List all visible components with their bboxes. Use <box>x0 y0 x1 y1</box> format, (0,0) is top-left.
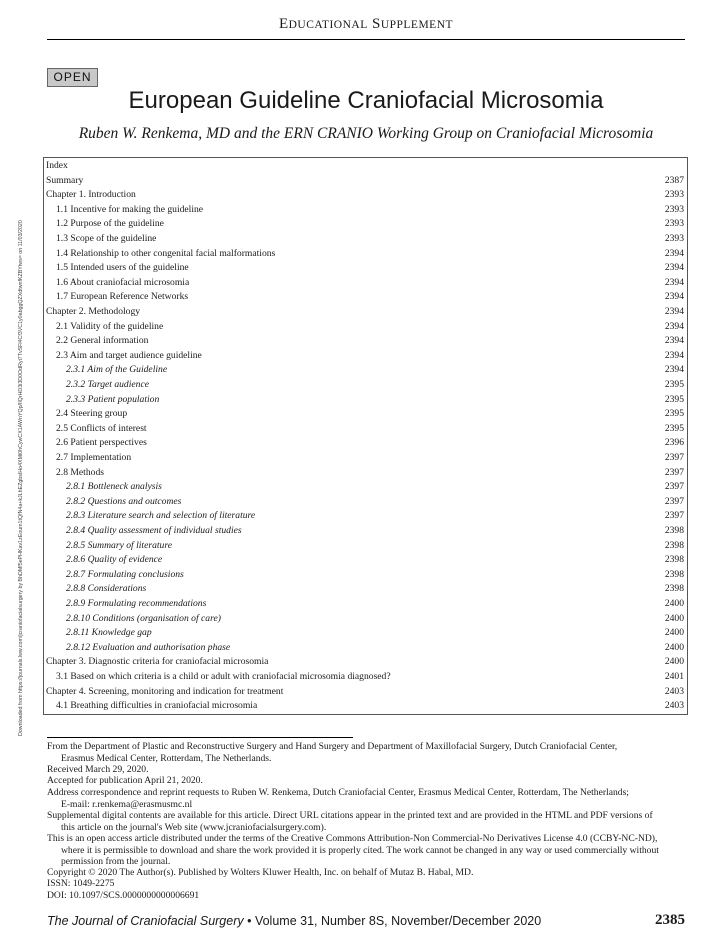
toc-entry-title: 2.4 Steering group <box>56 408 128 420</box>
toc-entry-page: 2394 <box>664 247 684 259</box>
toc-entry[interactable] <box>44 495 687 509</box>
toc-entry[interactable] <box>44 509 687 523</box>
toc-entry-page: 2393 <box>664 233 684 244</box>
toc-entry[interactable] <box>44 685 687 699</box>
toc-entry[interactable] <box>44 524 687 538</box>
toc-entry[interactable] <box>44 670 687 684</box>
toc-entry-title: 1.7 European Reference Networks <box>56 291 189 303</box>
table-of-contents <box>43 157 688 715</box>
toc-entry[interactable] <box>44 188 687 202</box>
toc-entry[interactable] <box>44 159 687 173</box>
toc-entry[interactable] <box>44 407 687 421</box>
article-title: European Guideline Craniofacial Microsomia <box>128 87 604 114</box>
toc-entry-page: 2398 <box>664 539 684 551</box>
toc-entry[interactable] <box>44 203 687 217</box>
toc-entry-page: 2394 <box>664 262 684 274</box>
journal-name: The Journal of Craniofacial Surgery <box>47 914 244 928</box>
toc-entry[interactable] <box>44 641 687 655</box>
toc-entry[interactable] <box>44 217 687 231</box>
toc-entry-title: 2.8.12 Evaluation and authorisation phase <box>66 641 231 653</box>
toc-entry-page: 2395 <box>664 393 684 405</box>
toc-entry-title: 2.8.4 Quality assessment of individual studies <box>66 525 242 536</box>
toc-entry-page: 2397 <box>664 452 684 463</box>
toc-entry-title: 2.8.1 Bottleneck analysis <box>66 481 162 493</box>
toc-entry-title: 2.8.9 Formulating recommendations <box>66 598 207 609</box>
toc-entry-page: 2394 <box>664 349 684 361</box>
footnote-affiliation-line2: Erasmus Medical Center, Rotterdam, The Netherlands. <box>61 752 272 764</box>
toc-entry[interactable] <box>44 451 687 465</box>
toc-entry[interactable] <box>44 174 687 188</box>
toc-entry[interactable] <box>44 320 687 334</box>
toc-entry[interactable] <box>44 232 687 246</box>
footnote-license-line2: where it is permissible to download and share the work provided it is properly cited. The work cannot be changed in any way or used commercially without <box>61 844 659 856</box>
footnote-address-line1: Address correspondence and reprint requests to Ruben W. Renkema, Dutch Craniofacial Center, Erasmus Medical Center, Rotterdam, The Netherlands; <box>47 787 629 798</box>
toc-entry-title: 2.8.8 Considerations <box>66 583 147 595</box>
toc-entry-title: 2.8.11 Knowledge gap <box>66 627 152 639</box>
toc-entry-title: Chapter 2. Methodology <box>46 306 141 317</box>
toc-entry-title: Summary <box>46 174 84 186</box>
toc-entry-title: 2.1 Validity of the guideline <box>56 320 164 332</box>
download-watermark <box>18 220 30 736</box>
footnote-license-line1: This is an open access article distributed under the terms of the Creative Commons Attribution-Non Commercial-No Derivatives License 4.0 (CCBY-NC-ND), <box>47 833 658 844</box>
toc-entry-title: 1.1 Incentive for making the guideline <box>56 203 204 215</box>
toc-entry[interactable] <box>44 553 687 567</box>
toc-entry-title: 2.6 Patient perspectives <box>56 437 147 449</box>
toc-entry[interactable] <box>44 305 687 319</box>
toc-entry-page: 2394 <box>664 320 684 332</box>
footnote-license <box>47 833 685 868</box>
toc-entry[interactable] <box>44 349 687 363</box>
download-watermark-text: Downloaded from https://journals.lww.com/jcraniofacialsurgery by BhDMf5ePHKav1zEoum1tQfN4a+kJLhEZgbsIHo4XMi0hCywCX1AWnYQp/IlQrHD3i3D0OdRyi7TvSFl4Cf3VC1y0abggQZXdtwnfKZBYtws= on 11/03/2020 <box>18 220 24 736</box>
journal-issue: • Volume 31, Number 8S, November/December 2020 <box>243 914 542 928</box>
toc-entry[interactable] <box>44 422 687 436</box>
article-authors: Ruben W. Renkema, MD and the ERN CRANIO Working Group on Craniofacial Microsomia <box>78 125 654 142</box>
toc-entry-title: 3.1 Based on which criteria is a child or adult with craniofacial microsomia diagnosed? <box>56 671 391 682</box>
footnote-supplemental-line1: Supplemental digital contents are available for this article. Direct URL citations appear in the printed text and are provided in the HTML and PDF versions of <box>47 810 653 821</box>
footnote-address <box>47 787 685 810</box>
toc-entry-page: 2394 <box>664 335 684 347</box>
toc-entry-title: 4.1 Breathing difficulties in craniofacial microsomia <box>56 700 258 712</box>
toc-entry-page: 2394 <box>664 291 684 303</box>
toc-entry-page: 2396 <box>664 437 684 449</box>
toc-entry[interactable] <box>44 568 687 582</box>
toc-entry-title: 1.6 About craniofacial microsomia <box>56 276 190 288</box>
toc-entry-page: 2398 <box>664 583 684 595</box>
toc-entry-page: 2398 <box>664 554 684 566</box>
toc-entry-page: 2398 <box>664 568 684 580</box>
open-access-badge: OPEN <box>47 68 98 87</box>
toc-entry-page: 2393 <box>664 189 684 201</box>
toc-entry-page: 2393 <box>664 203 684 215</box>
toc-entry[interactable] <box>44 466 687 480</box>
toc-entry-page: 2400 <box>664 656 684 668</box>
toc-entry-title: 1.5 Intended users of the guideline <box>56 262 189 274</box>
toc-entry-page: 2400 <box>664 641 684 653</box>
toc-entry-title: 1.2 Purpose of the guideline <box>56 218 164 230</box>
toc-entry-title: 1.3 Scope of the guideline <box>56 233 157 244</box>
toc-entry-page: 2403 <box>664 700 684 712</box>
toc-entry-page: 2394 <box>664 276 684 288</box>
header-rule <box>47 39 685 40</box>
toc-entry-page: 2395 <box>664 422 684 434</box>
toc-entry[interactable] <box>44 276 687 290</box>
toc-entry-page: 2393 <box>664 218 684 230</box>
toc-entry-title: 2.8.10 Conditions (organisation of care) <box>66 612 221 624</box>
toc-entry-page: 2394 <box>664 306 684 317</box>
footnote-accepted: Accepted for publication April 21, 2020. <box>47 775 203 786</box>
toc-entry-page: 2387 <box>664 174 684 186</box>
toc-entry-page: 2400 <box>664 612 684 624</box>
toc-entry[interactable] <box>44 699 687 713</box>
footnote-copyright: Copyright © 2020 The Author(s). Published by Wolters Kluwer Health, Inc. on behalf of Mutaz B. Habal, MD. <box>47 867 474 878</box>
toc-entry-title: 2.8.6 Quality of evidence <box>66 554 163 566</box>
toc-entry-title: 2.8.7 Formulating conclusions <box>66 568 184 580</box>
toc-entry-title: 2.3 Aim and target audience guideline <box>56 349 202 361</box>
toc-entry[interactable] <box>44 290 687 304</box>
toc-entry[interactable] <box>44 393 687 407</box>
toc-entry-page: 2397 <box>664 495 684 507</box>
toc-entry-page: 2395 <box>664 408 684 420</box>
toc-entry-title: 2.5 Conflicts of interest <box>56 422 147 434</box>
toc-entry-title: 2.8.2 Questions and outcomes <box>66 495 182 507</box>
toc-entry[interactable] <box>44 597 687 611</box>
toc-entry-page: 2394 <box>664 364 684 376</box>
toc-entry-title: 2.8.5 Summary of literature <box>66 539 172 551</box>
toc-entry[interactable] <box>44 626 687 640</box>
toc-entry[interactable] <box>44 247 687 261</box>
toc-entry[interactable] <box>44 582 687 596</box>
toc-entry-page: 2403 <box>664 685 684 697</box>
footnote-supplemental <box>47 810 685 833</box>
toc-entry-page: 2395 <box>664 379 684 390</box>
toc-entry-title: Chapter 1. Introduction <box>46 189 136 201</box>
footnote-doi: DOI: 10.1097/SCS.0000000000006691 <box>47 890 200 901</box>
page-footer <box>47 914 685 934</box>
toc-entry-title: 2.2 General information <box>56 335 149 347</box>
toc-entry-title: Chapter 3. Diagnostic criteria for craniofacial microsomia <box>46 656 269 668</box>
footnote-rule <box>47 737 353 738</box>
toc-entry[interactable] <box>44 436 687 450</box>
toc-entry-page: 2400 <box>664 598 684 609</box>
toc-entry-title: 2.3.3 Patient population <box>66 393 160 405</box>
toc-entry-title: 2.3.1 Aim of the Guideline <box>66 364 168 376</box>
toc-entry[interactable] <box>44 363 687 377</box>
toc-entry-page: 2397 <box>664 481 684 493</box>
page-number: 2385 <box>655 912 685 928</box>
toc-entry[interactable] <box>44 612 687 626</box>
footnote-issn: ISSN: 1049-2275 <box>47 878 115 889</box>
toc-entry-page: 2397 <box>664 466 684 478</box>
toc-entry-page: 2401 <box>664 671 684 682</box>
toc-entry-title: 2.3.2 Target audience <box>66 379 149 390</box>
toc-entry-title: 2.8.3 Literature search and selection of literature <box>66 510 256 522</box>
toc-entry[interactable] <box>44 261 687 275</box>
toc-entry[interactable] <box>44 480 687 494</box>
toc-entry-page: 2400 <box>664 627 684 639</box>
footnote-email[interactable]: E-mail: r.renkema@erasmusmc.nl <box>61 798 193 810</box>
running-head: EDUCATIONAL SUPPLEMENT <box>278 16 454 32</box>
toc-entry-title: Chapter 4. Screening, monitoring and indication for treatment <box>46 685 284 697</box>
toc-entry[interactable] <box>44 655 687 669</box>
toc-entry[interactable] <box>44 378 687 392</box>
footnote-affiliation <box>47 741 685 764</box>
footnote-received: Received March 29, 2020. <box>47 764 149 775</box>
toc-entry-page: 2398 <box>664 525 684 536</box>
journal-citation <box>47 914 541 928</box>
toc-entry-title: 2.7 Implementation <box>56 452 132 463</box>
toc-entry-title: Index <box>46 160 68 171</box>
footnote-license-line3: permission from the journal. <box>61 856 171 867</box>
toc-entry-title: 1.4 Relationship to other congenital facial malformations <box>56 247 276 259</box>
toc-entry[interactable] <box>44 334 687 348</box>
toc-entry-page: 2397 <box>664 510 684 522</box>
toc-entry-title: 2.8 Methods <box>56 466 104 478</box>
footnote-affiliation-line1: From the Department of Plastic and Reconstructive Surgery and Hand Surgery and Department of Maxillofacial Surgery, Dutch Craniofacial Center, <box>47 741 618 752</box>
footnote-supplemental-line2: this article on the journal's Web site (www.jcraniofacialsurgery.com). <box>61 821 327 833</box>
toc-entry[interactable] <box>44 539 687 553</box>
